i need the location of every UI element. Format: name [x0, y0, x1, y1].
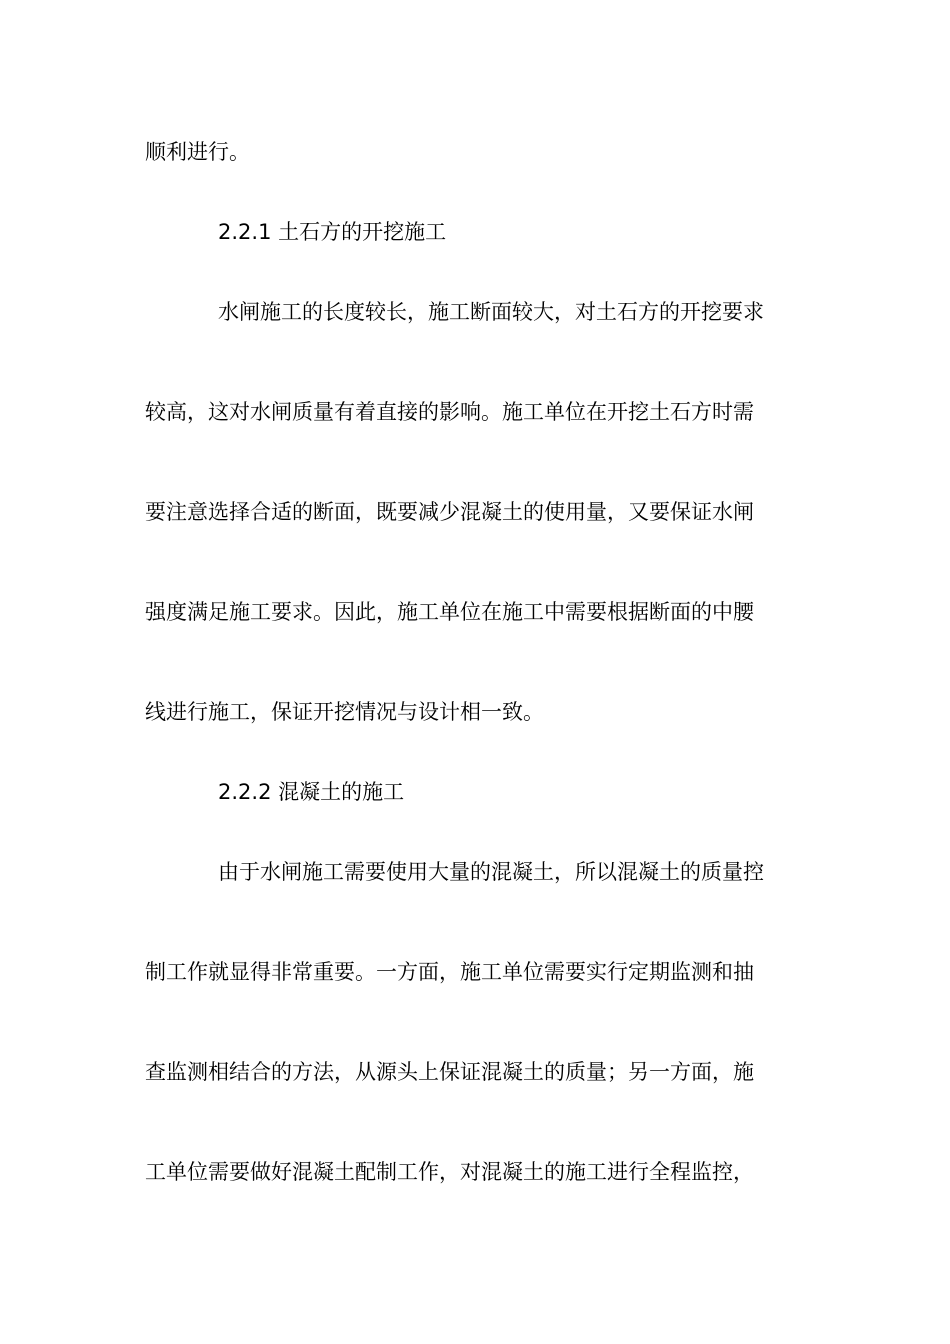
paragraph-continuation-line: 顺利进行。 [145, 140, 250, 164]
paragraph-line: 工单位需要做好混凝土配制工作，对混凝土的施工进行全程监控， [145, 1160, 754, 1184]
paragraph-line: 较高，这对水闸质量有着直接的影响。施工单位在开挖土石方时需 [145, 400, 754, 424]
section-heading-2-2-1: 2.2.1 土石方的开挖施工 [218, 220, 447, 244]
paragraph-line: 由于水闸施工需要使用大量的混凝土，所以混凝土的质量控 [218, 860, 764, 884]
paragraph-line: 查监测相结合的方法，从源头上保证混凝土的质量；另一方面，施 [145, 1060, 754, 1084]
paragraph-line: 线进行施工，保证开挖情况与设计相一致。 [145, 700, 544, 724]
paragraph-line: 强度满足施工要求。因此，施工单位在施工中需要根据断面的中腰 [145, 600, 754, 624]
paragraph-line: 要注意选择合适的断面，既要减少混凝土的使用量，又要保证水闸 [145, 500, 754, 524]
paragraph-line: 制工作就显得非常重要。一方面，施工单位需要实行定期监测和抽 [145, 960, 754, 984]
section-heading-2-2-2: 2.2.2 混凝土的施工 [218, 780, 405, 804]
paragraph-line: 水闸施工的长度较长，施工断面较大，对土石方的开挖要求 [218, 300, 764, 324]
